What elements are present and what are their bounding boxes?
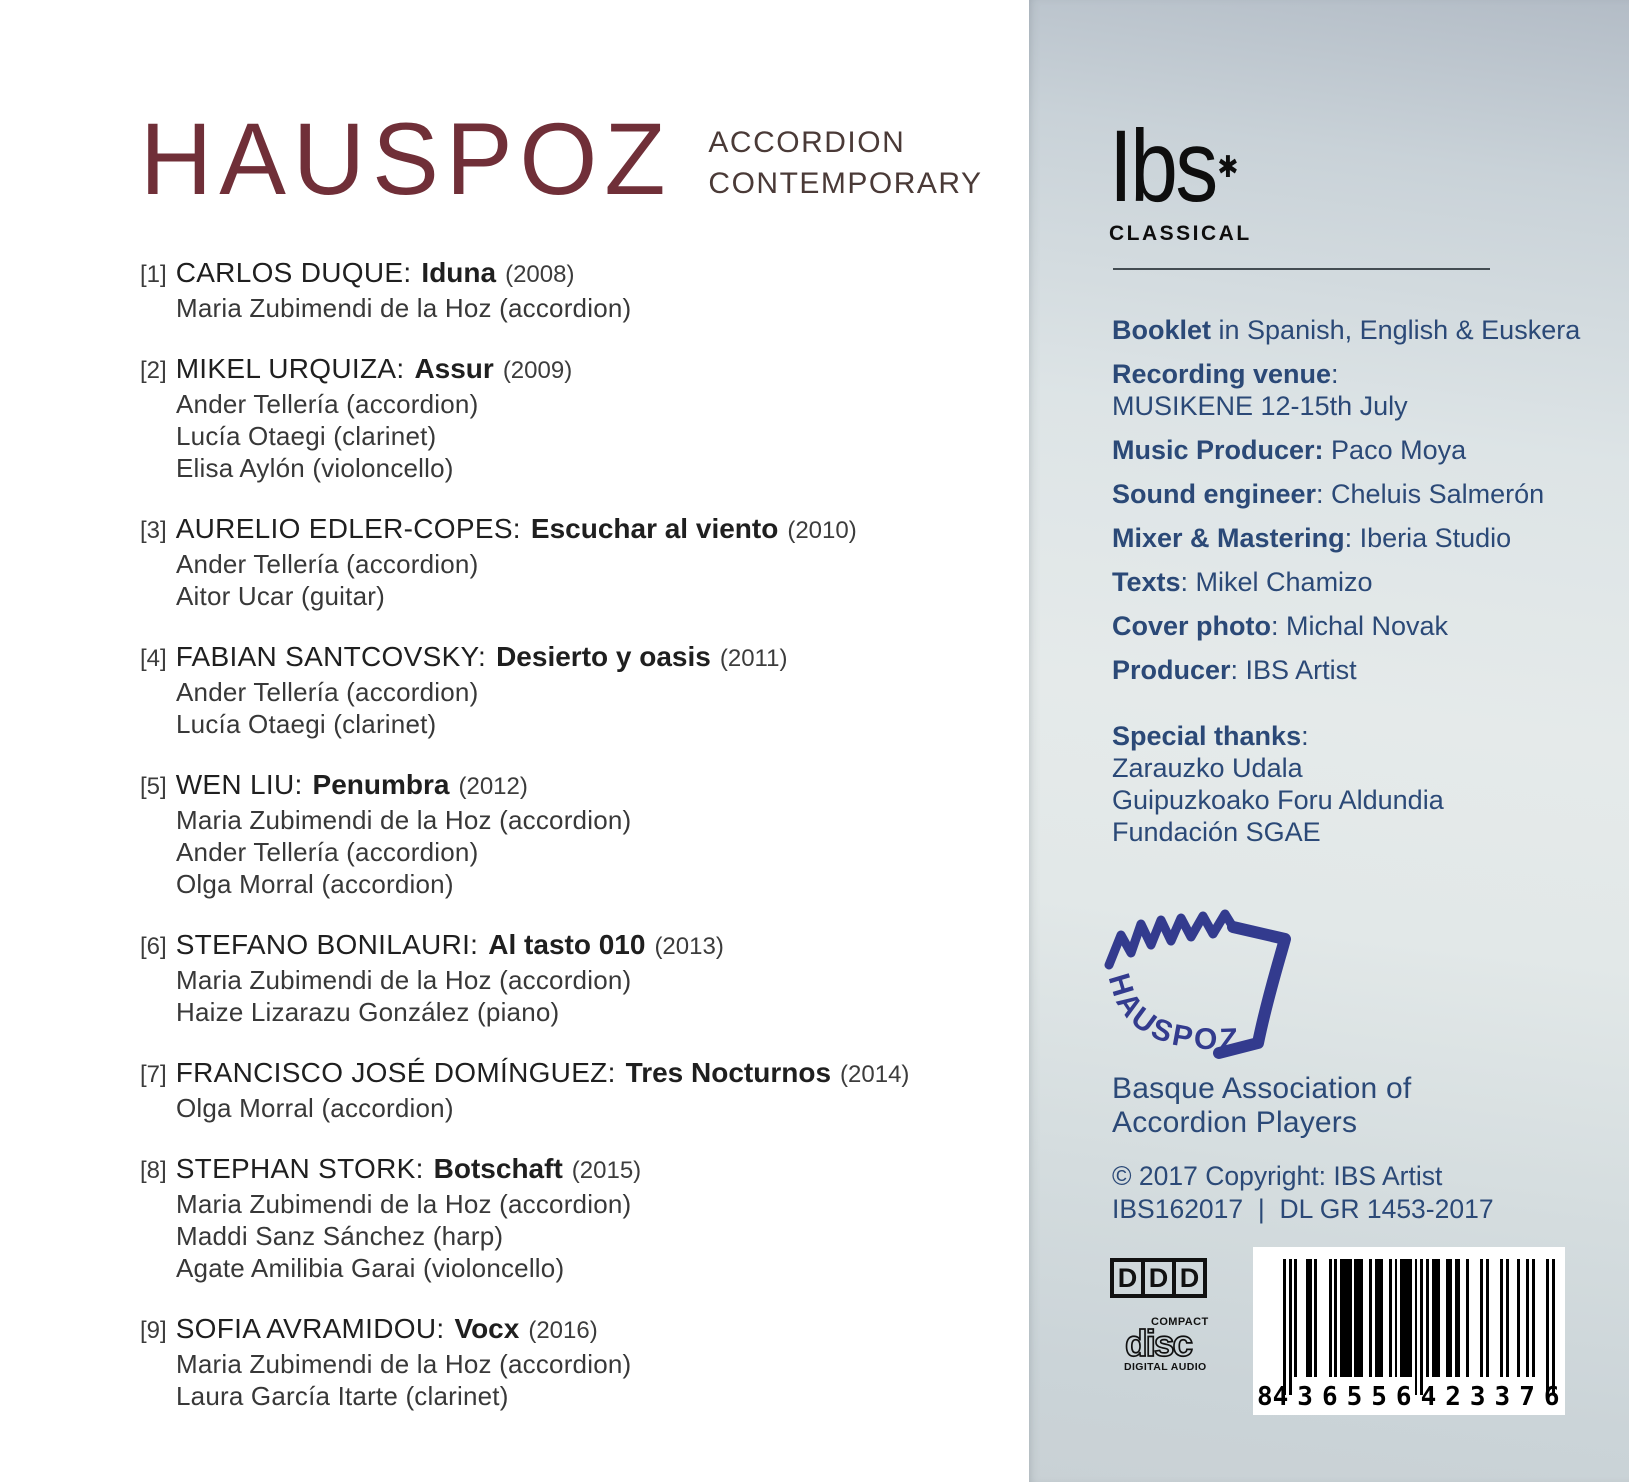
track-number: [2] [140, 357, 167, 384]
track-composer: STEPHAN STORK: [175, 1153, 424, 1184]
barcode-digit-group: 436556 [1272, 1382, 1421, 1412]
track-performer: Aitor Ucar (guitar) [176, 581, 385, 611]
tracklist-section [140, 101, 1000, 1440]
track-number: [4] [140, 645, 167, 672]
track-header [140, 256, 1000, 292]
track-header [140, 928, 1000, 964]
track-title: Escuchar al viento [530, 513, 779, 544]
track-composer: WEN LIU: [175, 769, 303, 800]
track-year: (2010) [787, 517, 857, 544]
track-composer: STEFANO BONILAURI: [175, 929, 479, 960]
cd-logo-digital-audio-text: DIGITAL AUDIO [1124, 1361, 1207, 1373]
track-year: (2015) [571, 1157, 642, 1184]
special-thanks-item: Guipuzkoako Foru Aldundia [1112, 785, 1444, 815]
track-year: (2012) [458, 773, 528, 800]
track-title: Assur [414, 353, 494, 384]
album-header [140, 101, 1000, 217]
track-title: Al tasto 010 [488, 929, 646, 960]
track-title: Vocx [454, 1313, 520, 1344]
svg-text:HAUSPOZ [1102, 970, 1242, 1057]
credit-sound-engineer: Sound engineer: Cheluis Salmerón [1112, 479, 1545, 509]
special-thanks-item: Fundación SGAE [1112, 817, 1321, 847]
credit-mixer-mastering: Mixer & Mastering: Iberia Studio [1112, 523, 1512, 553]
ibs-classical-logo [1109, 109, 1258, 246]
track-header [140, 640, 1000, 676]
track-composer: MIKEL URQUIZA: [175, 353, 405, 384]
track-header [140, 768, 1000, 804]
compact-disc-logo [1121, 1314, 1213, 1374]
track-number: [6] [140, 933, 167, 960]
catalog-number: IBS162017 | DL GR 1453-2017 [1112, 1194, 1494, 1224]
track-number: [1] [140, 261, 167, 288]
track-item [140, 640, 1000, 740]
copyright-block [1112, 1160, 1494, 1226]
track-title: Iduna [421, 257, 497, 288]
track-title: Botschaft [433, 1153, 563, 1184]
ibs-text: Ibs [1109, 109, 1216, 223]
track-performer: Lucía Otaegi (clarinet) [176, 421, 437, 451]
hauspoz-logo-text: HAUSPOZ [1101, 969, 1242, 1057]
credit-cover-photo: Cover photo: Michal Novak [1112, 611, 1449, 641]
track-performer: Maria Zubimendi de la Hoz (accordion) [176, 1189, 632, 1219]
track-item [140, 256, 1000, 324]
track-composer: CARLOS DUQUE: [175, 257, 412, 288]
track-number: [9] [140, 1317, 167, 1344]
track-composer: FRANCISCO JOSÉ DOMÍNGUEZ: [175, 1057, 616, 1088]
track-header [140, 352, 1000, 388]
special-thanks-item: Zarauzko Udala [1112, 753, 1303, 783]
divider-line [1113, 268, 1490, 270]
association-name [1112, 1072, 1411, 1140]
album-subtitle-line1: ACCORDION [708, 126, 906, 159]
track-number: [8] [140, 1157, 167, 1184]
track-performer: Agate Amilibia Garai (violoncello) [176, 1253, 565, 1283]
bellows-zigzag [1109, 914, 1233, 965]
star-icon: ✱ [1217, 151, 1237, 184]
album-subtitle [708, 122, 982, 204]
special-thanks-heading: Special thanks: [1112, 721, 1309, 751]
track-performer: Maria Zubimendi de la Hoz (accordion) [176, 293, 632, 323]
track-list [140, 256, 1000, 1412]
credit-producer: Producer: IBS Artist [1112, 655, 1357, 685]
track-performer: Ander Tellería (accordion) [176, 549, 479, 579]
track-composer: FABIAN SANTCOVSKY: [175, 641, 487, 672]
credits-block [1112, 314, 1592, 848]
track-header [140, 1312, 1000, 1348]
ddd-letter: D [1110, 1258, 1145, 1298]
barcode-digit-group: 423376 [1420, 1382, 1569, 1412]
cd-logo-disc-text: disc [1125, 1323, 1192, 1364]
ibs-wordmark [1109, 109, 1237, 223]
association-line2: Accordion Players [1112, 1106, 1358, 1139]
track-title: Desierto y oasis [496, 641, 711, 672]
track-performer: Maddi Sanz Sánchez (harp) [176, 1221, 504, 1251]
track-performer: Ander Tellería (accordion) [176, 677, 479, 707]
track-number: [7] [140, 1061, 167, 1088]
track-performer: Maria Zubimendi de la Hoz (accordion) [176, 1349, 632, 1379]
album-subtitle-line2: CONTEMPORARY [708, 167, 983, 200]
track-item [140, 928, 1000, 1028]
barcode-digit-group: 8 [1257, 1382, 1273, 1412]
track-year: (2016) [528, 1317, 598, 1344]
track-number: [5] [140, 773, 167, 800]
track-number: [3] [140, 517, 167, 544]
track-item [140, 1152, 1000, 1284]
copyright-line: © 2017 Copyright: IBS Artist [1112, 1161, 1443, 1191]
track-performer: Olga Morral (accordion) [176, 869, 454, 899]
track-performer: Olga Morral (accordion) [176, 1093, 454, 1123]
track-header [140, 1056, 1000, 1092]
association-line1: Basque Association of [1112, 1072, 1412, 1105]
track-performer: Haize Lizarazu González (piano) [176, 997, 560, 1027]
ddd-letter: D [1141, 1258, 1176, 1298]
barcode-digits [1257, 1382, 1569, 1412]
credit-texts: Texts: Mikel Chamizo [1112, 567, 1373, 597]
credit-recording-venue: Recording venue: MUSIKENE 12-15th July [1112, 359, 1408, 421]
credit-booklet: Booklet in Spanish, English & Euskera [1112, 315, 1581, 345]
credit-music-producer: Music Producer: Paco Moya [1112, 435, 1467, 465]
ddd-logo [1110, 1258, 1207, 1298]
track-performer: Lucía Otaegi (clarinet) [176, 709, 437, 739]
track-item [140, 768, 1000, 900]
track-year: (2013) [654, 933, 724, 960]
track-item [140, 1056, 1000, 1124]
ddd-letter: D [1172, 1258, 1207, 1298]
track-year: (2011) [719, 645, 788, 672]
track-performer: Laura García Itarte (clarinet) [176, 1381, 509, 1411]
track-header [140, 1152, 1000, 1188]
track-year: (2008) [505, 261, 575, 288]
track-performer: Maria Zubimendi de la Hoz (accordion) [176, 965, 632, 995]
hauspoz-association-logo [1081, 893, 1331, 1083]
barcode [1253, 1247, 1569, 1415]
track-item [140, 352, 1000, 484]
track-performer: Maria Zubimendi de la Hoz (accordion) [176, 805, 632, 835]
track-performer: Elisa Aylón (violoncello) [176, 453, 454, 483]
ibs-classical-text: CLASSICAL [1109, 222, 1252, 245]
track-composer: SOFIA AVRAMIDOU: [175, 1313, 445, 1344]
track-header [140, 512, 1000, 548]
track-year: (2014) [840, 1061, 910, 1088]
track-performer: Ander Tellería (accordion) [176, 389, 479, 419]
track-item [140, 512, 1000, 612]
barcode-bars [1283, 1259, 1555, 1395]
track-year: (2009) [502, 357, 573, 384]
track-composer: AURELIO EDLER-COPES: [175, 513, 521, 544]
track-performer: Ander Tellería (accordion) [176, 837, 479, 867]
cd-logo-compact-text: COMPACT [1151, 1316, 1209, 1328]
album-title: HAUSPOZ [140, 101, 673, 217]
track-item [140, 1312, 1000, 1412]
info-panel [1029, 0, 1629, 1482]
track-title: Penumbra [312, 769, 450, 800]
track-title: Tres Nocturnos [625, 1057, 832, 1088]
